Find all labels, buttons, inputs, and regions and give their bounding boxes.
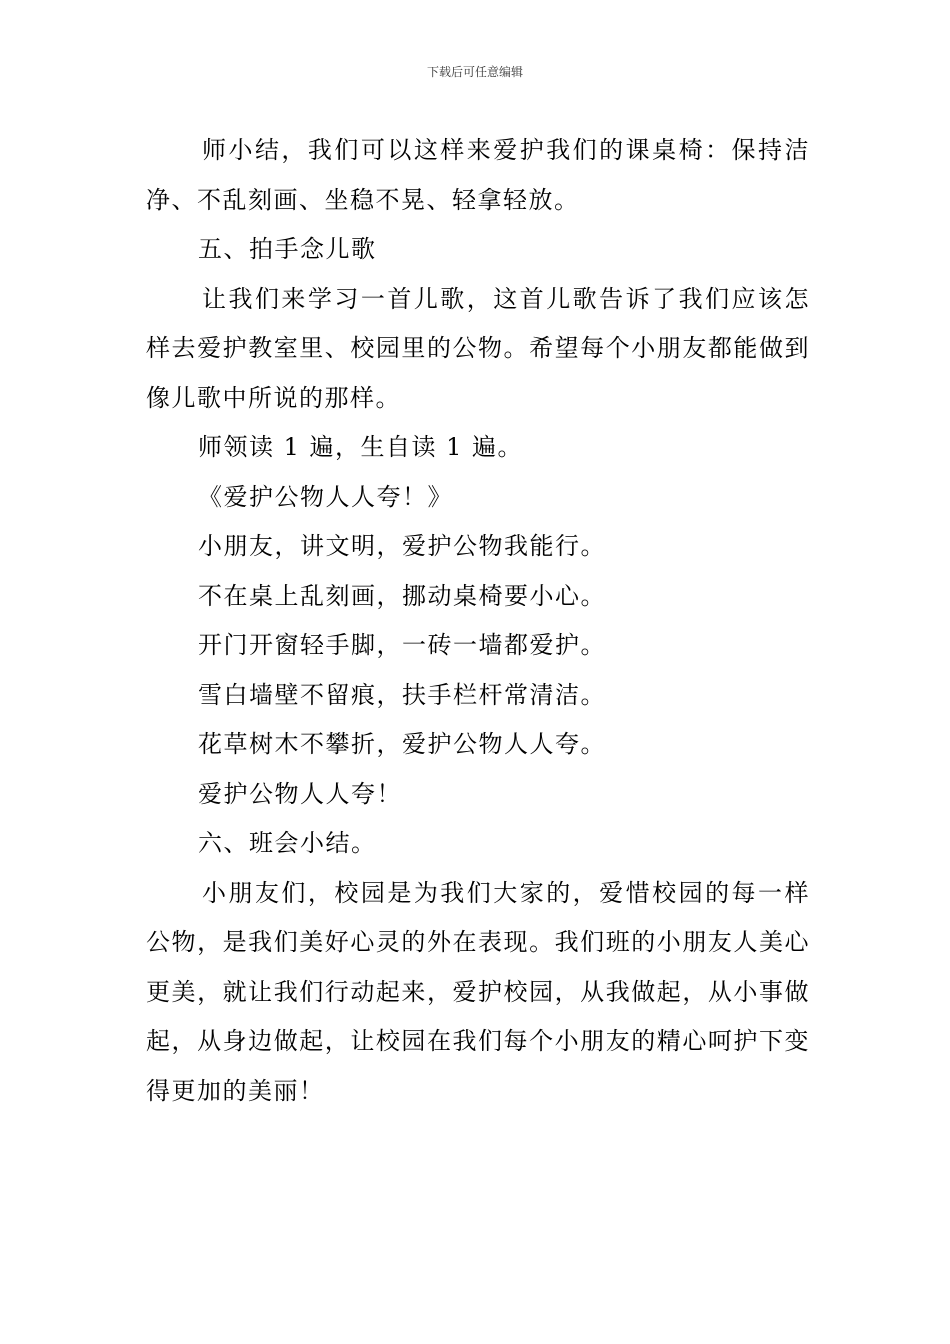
rhyme-line-2: 不在桌上乱刻画，挪动桌椅要小心。	[198, 581, 606, 610]
paragraph-nursery-rhyme-intro: 让我们来学习一首儿歌，这首儿歌告诉了我们应该怎样去爱护教室里、校园里的公物。希望每个小朋友都能做到像儿歌中所说的那样。	[146, 284, 810, 412]
paragraph-reading-instruction: 师领读 1 遍，生自读 1 遍。	[198, 433, 524, 461]
rhyme-line-3: 开门开窗轻手脚，一砖一墙都爱护。	[198, 631, 606, 659]
paragraph-teacher-summary: 师小结，我们可以这样来爱护我们的课桌椅：保持洁净、不乱刻画、坐稳不晃、轻拿轻放。	[146, 136, 810, 214]
rhyme-line-4: 雪白墙壁不留痕，扶手栏杆常清洁。	[198, 680, 606, 709]
rhyme-line-6: 爱护公物人人夸！	[198, 779, 402, 808]
section-heading-5: 五、拍手念儿歌	[198, 235, 377, 263]
rhyme-line-1: 小朋友，讲文明，爱护公物我能行。	[198, 532, 606, 560]
document-body	[146, 126, 810, 1116]
rhyme-title: 《爱护公物人人夸！》	[198, 482, 453, 511]
section-heading-6: 六、班会小结。	[198, 829, 377, 857]
page-header: 下载后可任意编辑	[426, 65, 523, 79]
rhyme-line-5: 花草树木不攀折，爱护公物人人夸。	[198, 730, 606, 758]
paragraph-class-summary: 小朋友们，校园是为我们大家的，爱惜校园的每一样公物，是我们美好心灵的外在表现。我们班的小朋友人美心更美，就让我们行动起来，爱护校园，从我做起，从小事做起，从身边做起，让校园在我们每个小朋友的精心呵护下变得更加的美丽！	[146, 878, 810, 1105]
